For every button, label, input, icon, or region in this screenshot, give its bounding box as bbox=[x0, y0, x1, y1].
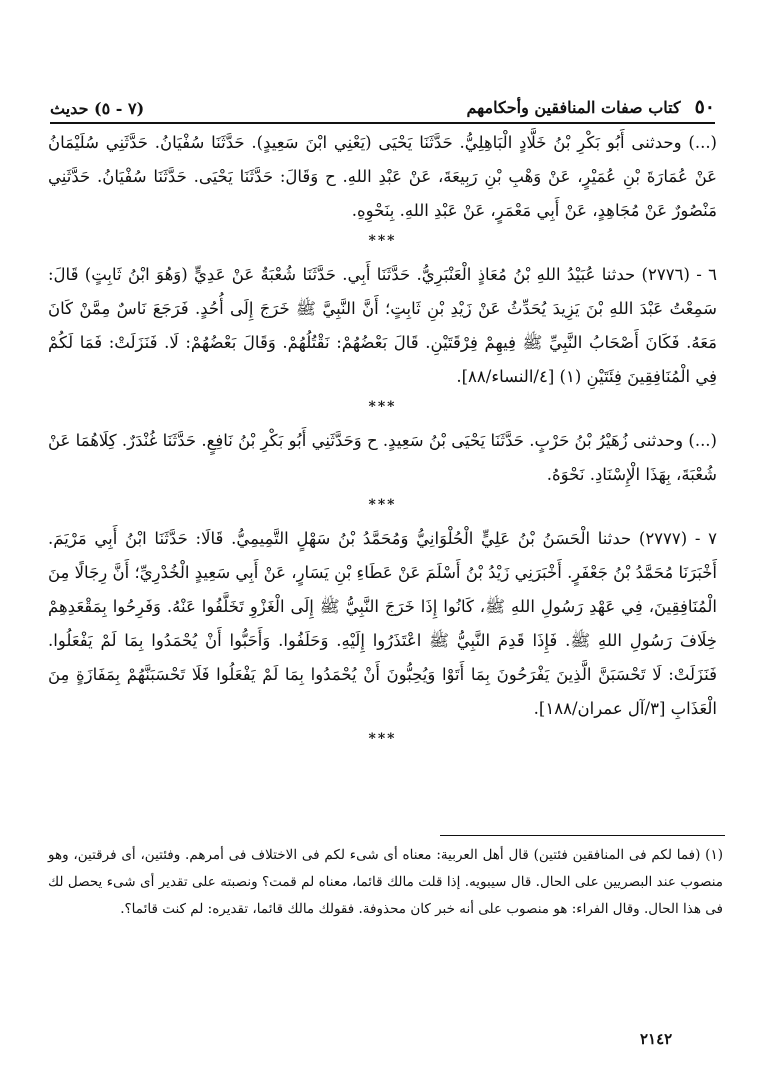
paragraph: ٦ - (٢٧٧٦) حدثنا عُبَيْدُ اللهِ بْنُ مُعَاذٍ الْعَنْبَرِيُّ. حَدَّثَنَا أَبِي. حَدَّثَنَا شُعْبَةُ عَنْ عَدِيٍّ (وَهُوَ ابْنُ ثَابِتٍ) قَالَ: سَمِعْتُ عَبْدَ اللهِ بْنَ يَزِيدَ يُحَدِّثُ عَنْ زَيْدِ بْنِ ثَابِتٍ؛ أَنَّ النَّبِيَّ ﷺ خَرَجَ إِلَى أُحُدٍ. فَرَجَعَ نَاسٌ مِمَّنْ كَانَ مَعَهُ. فَكَانَ أَصْحَابُ النَّبِيِّ ﷺ فِيهِمْ فِرْقَتَيْنِ. قَالَ بَعْضُهُمْ: نَقْتُلُهُمْ. وَقَالَ بَعْضُهُمْ: لَا. فَنَزَلَتْ: فَمَا لَكُمْ فِي الْمُنَافِقِينَ فِئَتَيْنِ (١) [٤/النساء/٨٨]. bbox=[48, 265, 717, 386]
hadith-count: (٧ - ٥) حديث bbox=[50, 99, 145, 118]
section-separator: *** bbox=[368, 233, 397, 249]
page-code: ٢١٤٢ bbox=[640, 1030, 673, 1048]
section-separator: *** bbox=[368, 497, 397, 513]
paragraph: (...) وحدثنى زُهَيْرُ بْنُ حَرْبٍ. حَدَّثَنَا يَحْيَى بْنُ سَعِيدٍ. ح وَحَدَّثَنِي أَبُو بَكْرِ بْنُ نَافِعٍ. حَدَّثَنَا غُنْدَرٌ. كِلَاهُمَا عَنْ شُعْبَةَ، بِهَذَا الْإِسْنَادِ. نَحْوَهُ. bbox=[48, 431, 717, 484]
section-separator: *** bbox=[368, 731, 397, 747]
paragraph: ٧ - (٢٧٧٧) حدثنا الْحَسَنُ بْنُ عَلِيٍّ الْحُلْوَانِيُّ وَمُحَمَّدُ بْنُ سَهْلٍ التَّمِيمِيُّ. قَالَا: حَدَّثَنَا ابْنُ أَبِي مَرْيَمَ. أَخْبَرَنَا مُحَمَّدُ بْنُ جَعْفَرٍ. أَخْبَرَنِي زَيْدُ بْنُ أَسْلَمَ عَنْ عَطَاءِ بْنِ يَسَارٍ، عَنْ أَبِي سَعِيدٍ الْخُدْرِيِّ؛ أَنَّ رِجَالًا مِنَ الْمُنَافِقِينَ، فِي عَهْدِ رَسُولِ اللهِ ﷺ، كَانُوا إِذَا خَرَجَ النَّبِيُّ ﷺ إِلَى الْغَزْوِ تَخَلَّفُوا عَنْهُ. وَفَرِحُوا بِمَقْعَدِهِمْ خِلَافَ رَسُولِ اللهِ ﷺ. فَإِذَا قَدِمَ النَّبِيُّ ﷺ اعْتَذَرُوا إِلَيْهِ. وَحَلَفُوا. وَأَحَبُّوا أَنْ يُحْمَدُوا بِمَا لَمْ يَفْعَلُوا. فَنَزَلَتْ: لَا تَحْسَبَنَّ الَّذِينَ يَفْرَحُونَ بِمَا أَتَوْا وَيُحِبُّونَ أَنْ يُحْمَدُوا بِمَا لَمْ يَفْعَلُوا فَلَا تَحْسَبَنَّهُمْ بِمَفَازَةٍ مِنَ الْعَذَابِ [٣/آل عمران/١٨٨]. bbox=[48, 529, 717, 718]
header-right bbox=[466, 96, 715, 118]
section-separator: *** bbox=[368, 399, 397, 415]
footnote-rule bbox=[440, 835, 725, 836]
footnote: (١) (فما لكم فى المنافقين فئتين) قال أهل العربية: معناه أى شىء لكم فى الاختلاف فى أمرهم. وفئتين، أى فرقتين، وهو منصوب عند البصريين على الحال. قال سيبويه. إذا قلت مالك قائما، معناه لم قمت؟ ونصبته على تقدير أى شىء يحصل لك فى هذا الحال. وقال الفراء: هو منصوب على أنه خبر كان محذوفة. فقولك مالك قائما، تقديره: لم كنت قائما؟. bbox=[48, 847, 723, 917]
page-header bbox=[50, 88, 715, 124]
paragraph: (...) وحدثنى أَبُو بَكْرِ بْنُ خَلَّادٍ الْبَاهِلِيُّ. حَدَّثَنَا يَحْيَى (يَعْنِي ابْنَ سَعِيدٍ). حَدَّثَنَا سُفْيَانُ. حَدَّثَنِي سُلَيْمَانُ عَنْ عُمَارَةَ بْنِ عُمَيْرٍ، عَنْ وَهْبِ بْنِ رَبِيعَةَ، عَنْ عَبْدِ اللهِ. ح وَقَالَ: حَدَّثَنَا يَحْيَى. حَدَّثَنَا سُفْيَانُ. حَدَّثَنِي مَنْصُورٌ عَنْ مُجَاهِدٍ، عَنْ أَبِي مَعْمَرٍ، عَنْ عَبْدِ اللهِ. بِنَحْوِهِ. bbox=[48, 133, 717, 220]
page-body bbox=[48, 126, 717, 756]
page-number: ٥٠ bbox=[694, 96, 715, 118]
book-title: كتاب صفات المنافقين وأحكامهم bbox=[466, 98, 681, 117]
